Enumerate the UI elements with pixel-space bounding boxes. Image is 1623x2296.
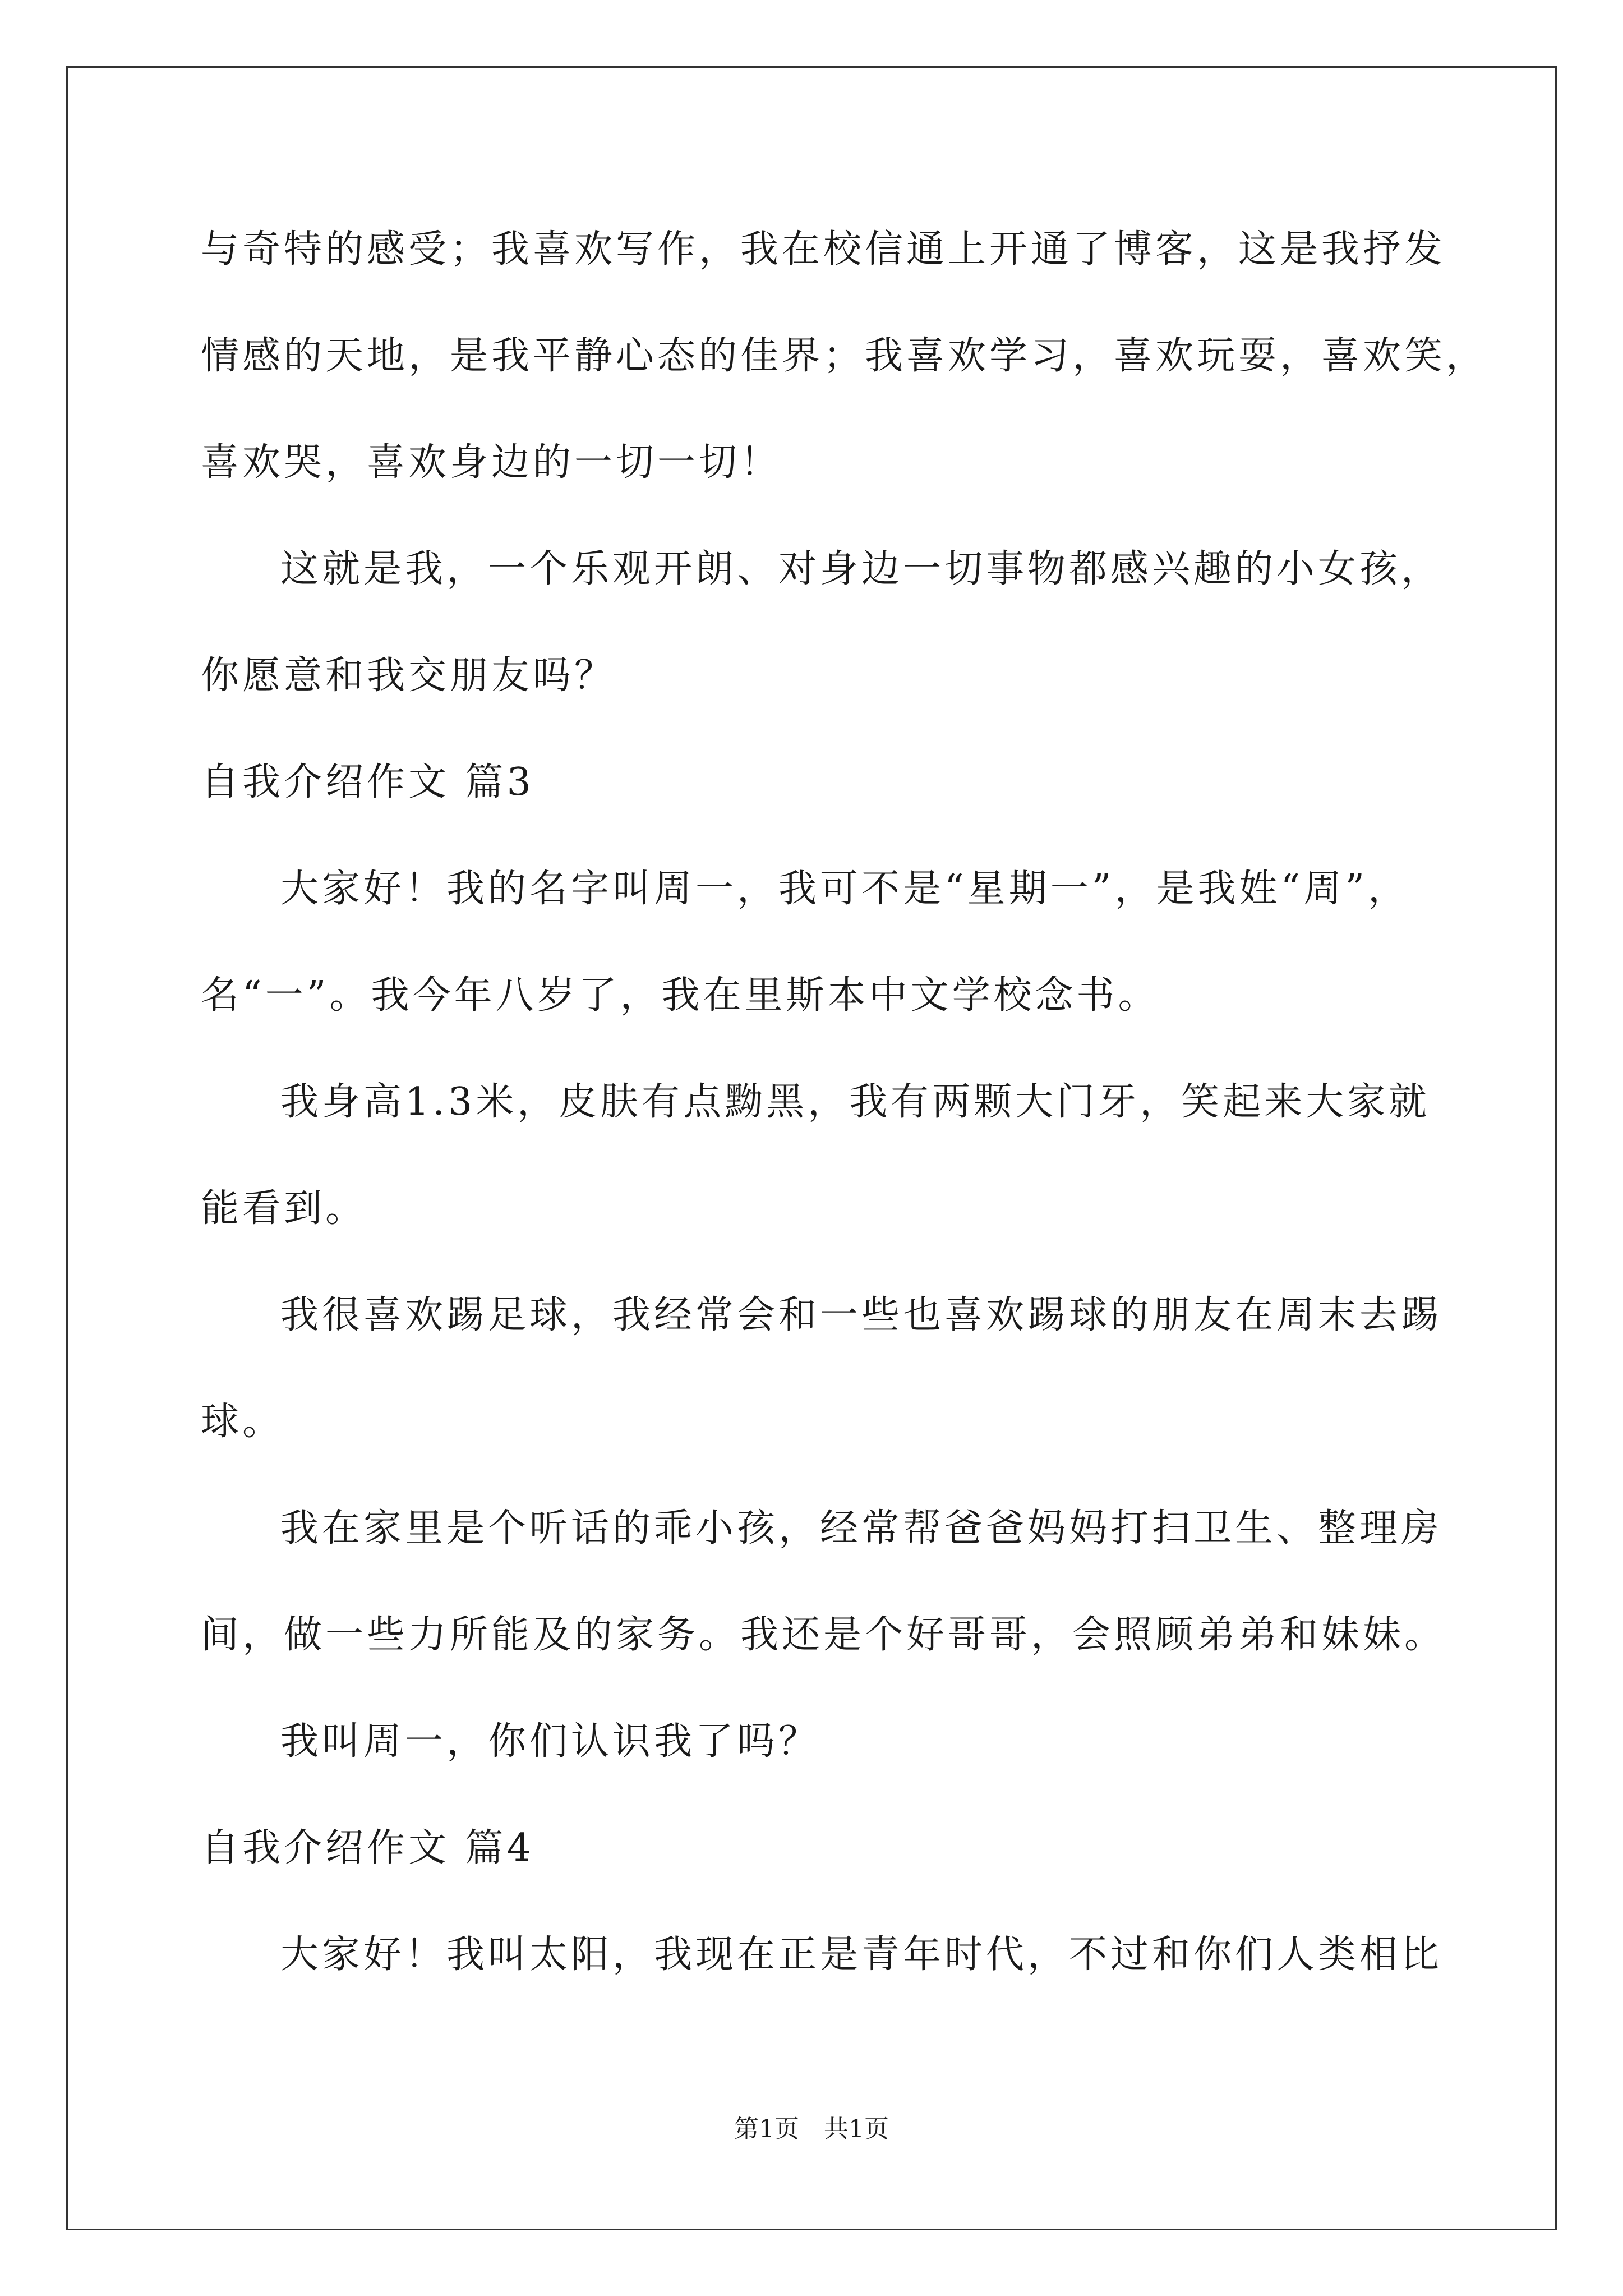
body-line: 我在家里是个听话的乖小孩，经常帮爸爸妈妈打扫卫生、整理房 — [280, 1506, 1443, 1550]
body-line: 我身高1.3米，皮肤有点黝黑，我有两颗大门牙，笑起来大家就 — [280, 1080, 1431, 1124]
section-heading: 自我介绍作文 篇3 — [201, 760, 534, 804]
body-line: 球。 — [201, 1400, 284, 1444]
section-heading: 自我介绍作文 篇4 — [201, 1826, 534, 1870]
page-border — [66, 66, 1557, 2230]
body-line: 我叫周一，你们认识我了吗？ — [280, 1719, 820, 1764]
body-line: 大家好！我的名字叫周一，我可不是“星期一”，是我姓“周”， — [280, 867, 1410, 911]
body-line: 大家好！我叫太阳，我现在正是青年时代，不过和你们人类相比 — [280, 1932, 1443, 1977]
body-line: 喜欢哭，喜欢身边的一切一切！ — [201, 440, 782, 485]
body-line: 我很喜欢踢足球，我经常会和一些也喜欢踢球的朋友在周末去踢 — [280, 1293, 1443, 1337]
body-line: 情感的天地，是我平静心态的佳界；我喜欢学习，喜欢玩耍，喜欢笑， — [201, 334, 1488, 378]
body-line: 与奇特的感受；我喜欢写作，我在校信通上开通了博客，这是我抒发 — [201, 227, 1446, 272]
page-footer: 第1页 共1页 — [734, 2115, 889, 2143]
body-line: 这就是我，一个乐观开朗、对身边一切事物都感兴趣的小女孩， — [280, 547, 1443, 591]
body-line: 你愿意和我交朋友吗？ — [201, 654, 616, 698]
body-line: 能看到。 — [201, 1186, 367, 1231]
body-line: 间，做一些力所能及的家务。我还是个好哥哥，会照顾弟弟和妹妹。 — [201, 1613, 1446, 1657]
body-line: 名“一”。我今年八岁了，我在里斯本中文学校念书。 — [201, 973, 1160, 1018]
